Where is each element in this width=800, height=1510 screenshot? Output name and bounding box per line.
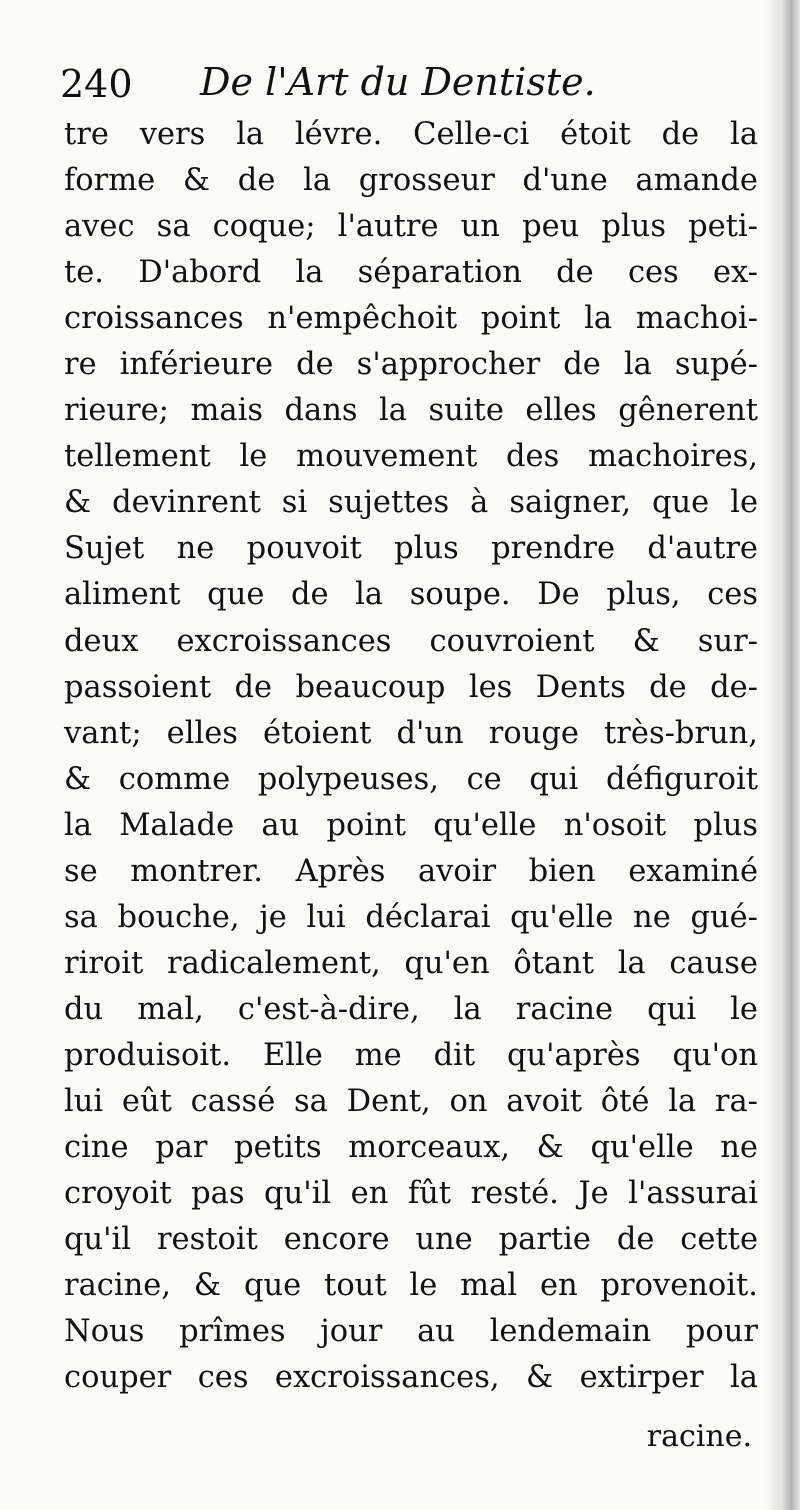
text-line: re inférieure de s'approcher de la supé- xyxy=(64,347,758,383)
text-line: & comme polypeuses, ce qui défiguroit xyxy=(64,761,758,797)
text-line: te. D'abord la séparation de ces ex- xyxy=(64,255,758,291)
text-line: qu'il restoit encore une partie de cette xyxy=(64,1222,758,1258)
page-number: 240 xyxy=(60,62,133,106)
text-line: produisoit. Elle me dit qu'après qu'on xyxy=(64,1037,758,1073)
text-line: deux excroissances couvroient & sur- xyxy=(64,623,758,659)
text-line: Nous prîmes jour au lendemain pour xyxy=(64,1314,758,1350)
running-header xyxy=(60,54,750,110)
text-line: passoient de beaucoup les Dents de de- xyxy=(64,669,758,705)
text-line: se montrer. Après avoir bien examiné xyxy=(64,853,758,889)
text-line: la Malade au point qu'elle n'osoit plus xyxy=(64,807,758,843)
text-line: couper ces excroissances, & extirper la xyxy=(64,1360,758,1396)
text-line: forme & de la grosseur d'une amande xyxy=(64,163,758,199)
running-title: De l'Art du Dentiste. xyxy=(200,60,596,104)
text-line: Sujet ne pouvoit plus prendre d'autre xyxy=(64,531,758,567)
text-line: sa bouche, je lui déclarai qu'elle ne gué- xyxy=(64,899,758,935)
text-line: avec sa coque; l'autre un peu plus peti- xyxy=(64,209,758,245)
text-line: riroit radicalement, qu'en ôtant la cause xyxy=(64,945,758,981)
text-line: cine par petits morceaux, & qu'elle ne xyxy=(64,1130,758,1166)
text-line: aliment que de la soupe. De plus, ces xyxy=(64,577,758,613)
text-line: rieure; mais dans la suite elles gênerent xyxy=(64,393,758,429)
text-line: croyoit pas qu'il en fût resté. Je l'assurai xyxy=(64,1176,758,1212)
page-gutter-shadow xyxy=(766,0,800,1510)
text-line: croissances n'empêchoit point la machoi- xyxy=(64,301,758,337)
text-line: tellement le mouvement des machoires, xyxy=(64,439,758,475)
text-line: lui eût cassé sa Dent, on avoit ôté la ra- xyxy=(64,1083,758,1119)
text-line: racine, & que tout le mal en provenoit. xyxy=(64,1268,758,1304)
catchword: racine. xyxy=(646,1419,752,1454)
body-text xyxy=(64,112,758,1401)
text-line: & devinrent si sujettes à saigner, que le xyxy=(64,485,758,521)
text-line: du mal, c'est-à-dire, la racine qui le xyxy=(64,991,758,1027)
text-line: vant; elles étoient d'un rouge très-brun, xyxy=(64,715,758,751)
text-line: tre vers la lévre. Celle-ci étoit de la xyxy=(64,117,758,152)
